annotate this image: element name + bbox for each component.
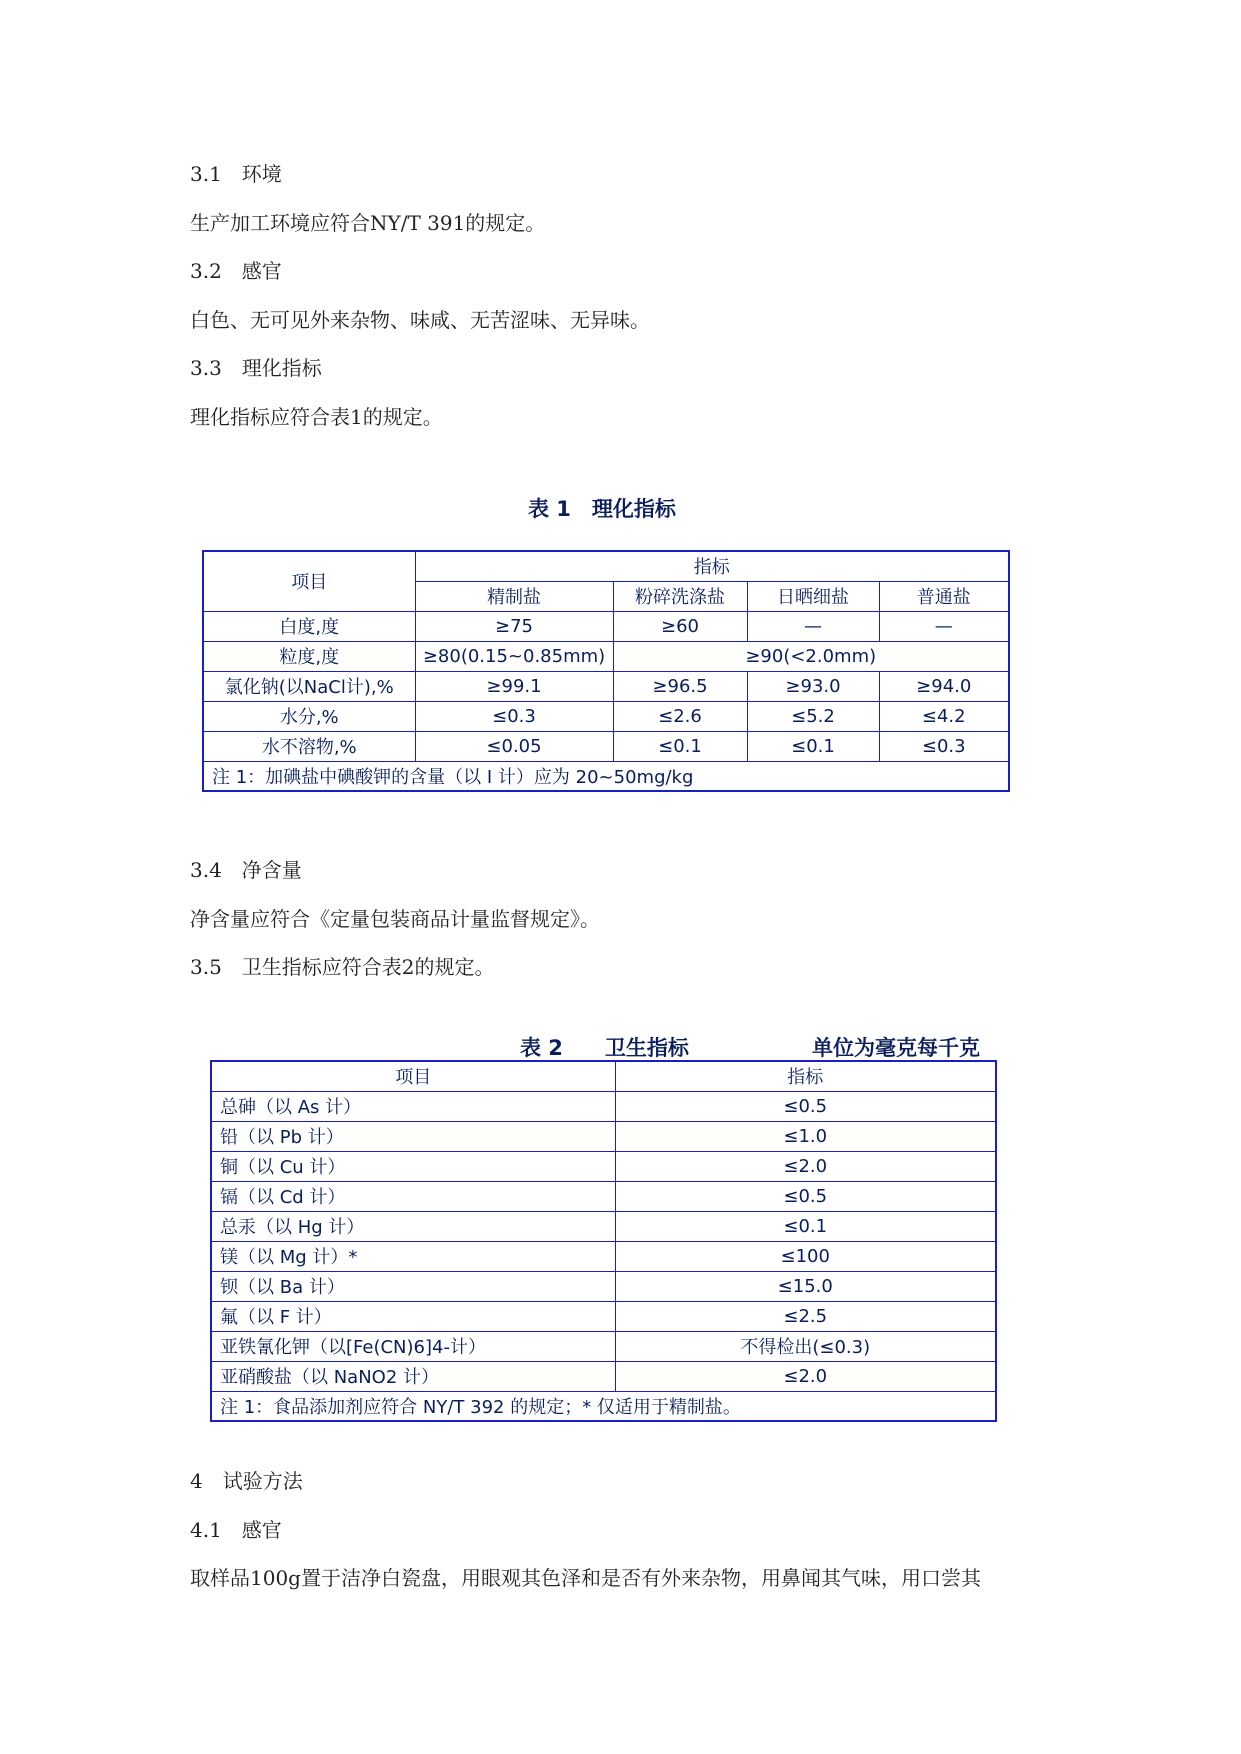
table2-cell: ≤15.0 xyxy=(615,1271,996,1301)
table1-col-header: 日晒细盐 xyxy=(747,581,879,611)
table-row xyxy=(211,1241,996,1271)
table1-col-header: 精制盐 xyxy=(415,581,613,611)
table1-row-item: 水不溶物,% xyxy=(203,731,415,761)
table2-row-item: 铜（以 Cu 计） xyxy=(211,1151,615,1181)
table2-cell: ≤2.5 xyxy=(615,1301,996,1331)
table1-row-item: 水分,% xyxy=(203,701,415,731)
table2-row-item: 镉（以 Cd 计） xyxy=(211,1181,615,1211)
table2-header-item: 项目 xyxy=(211,1061,615,1091)
table2-cell: ≤0.5 xyxy=(615,1091,996,1121)
table2-cell: ≤100 xyxy=(615,1241,996,1271)
table2-note-row xyxy=(211,1391,996,1421)
table1-note: 注 1：加碘盐中碘酸钾的含量（以 I 计）应为 20~50mg/kg xyxy=(203,761,1009,791)
table-row xyxy=(211,1271,996,1301)
table2-row-item: 总砷（以 As 计） xyxy=(211,1091,615,1121)
table1-header-item: 项目 xyxy=(203,551,415,611)
section-3-5-text: 3.5 卫生指标应符合表2的规定。 xyxy=(190,955,495,979)
section-3-3-text: 理化指标应符合表1的规定。 xyxy=(190,405,443,429)
table1-header-group: 指标 xyxy=(415,551,1009,581)
table1-row-item: 白度,度 xyxy=(203,611,415,641)
table1-cell: ≤0.05 xyxy=(415,731,613,761)
table-row xyxy=(203,701,1009,731)
table-row xyxy=(203,671,1009,701)
table-row xyxy=(203,641,1009,671)
table2-row-item: 亚铁氰化钾（以[Fe(CN)6]4-计） xyxy=(211,1331,615,1361)
table-row xyxy=(211,1211,996,1241)
table2-row-item: 总汞（以 Hg 计） xyxy=(211,1211,615,1241)
table1-cell: ≤0.3 xyxy=(879,731,1009,761)
table1-cell: ≤4.2 xyxy=(879,701,1009,731)
table-row xyxy=(203,611,1009,641)
table-row xyxy=(211,1331,996,1361)
table2-cell: ≤0.5 xyxy=(615,1181,996,1211)
table1-cell: ≤2.6 xyxy=(613,701,747,731)
table1-cell: ≤0.1 xyxy=(747,731,879,761)
table-row xyxy=(211,1091,996,1121)
table1-row-item: 粒度,度 xyxy=(203,641,415,671)
table1-cell: ≤0.3 xyxy=(415,701,613,731)
table2 xyxy=(210,1060,997,1422)
table1-cell: ≥75 xyxy=(415,611,613,641)
table1-cell: — xyxy=(879,611,1009,641)
table1-title: 表 1 理化指标 xyxy=(528,497,676,521)
table1-row-item: 氯化钠(以NaCl计),% xyxy=(203,671,415,701)
table1-cell: ≤0.1 xyxy=(613,731,747,761)
section-4-1-heading: 4.1 感官 xyxy=(190,1518,282,1542)
table2-row-item: 铅（以 Pb 计） xyxy=(211,1121,615,1151)
table2-row-item: 氟（以 F 计） xyxy=(211,1301,615,1331)
table2-cell: ≤1.0 xyxy=(615,1121,996,1151)
table-row xyxy=(211,1151,996,1181)
table1-cell: ≥90(<2.0mm) xyxy=(613,641,1009,671)
table2-title: 表 2 卫生指标 xyxy=(520,1036,689,1060)
table-row xyxy=(203,731,1009,761)
table1-cell: ≥94.0 xyxy=(879,671,1009,701)
table2-row-item: 镁（以 Mg 计）* xyxy=(211,1241,615,1271)
table-row xyxy=(211,1361,996,1391)
section-4-1-text: 取样品100g置于洁净白瓷盘，用眼观其色泽和是否有外来杂物，用鼻闻其气味，用口尝其 xyxy=(190,1566,981,1590)
table2-cell: ≤2.0 xyxy=(615,1151,996,1181)
section-3-1-heading: 3.1 环境 xyxy=(190,162,282,186)
table1-cell: ≤5.2 xyxy=(747,701,879,731)
table1-cell: ≥96.5 xyxy=(613,671,747,701)
section-3-2-text: 白色、无可见外来杂物、味咸、无苦涩味、无异味。 xyxy=(190,308,650,332)
table1-cell: ≥93.0 xyxy=(747,671,879,701)
table1-col-header: 粉碎洗涤盐 xyxy=(613,581,747,611)
table1 xyxy=(202,550,1010,792)
table1-cell: ≥80(0.15~0.85mm) xyxy=(415,641,613,671)
table2-cell: ≤2.0 xyxy=(615,1361,996,1391)
table2-note: 注 1：食品添加剂应符合 NY/T 392 的规定；* 仅适用于精制盐。 xyxy=(211,1391,996,1421)
table1-cell: ≥99.1 xyxy=(415,671,613,701)
section-3-4-heading: 3.4 净含量 xyxy=(190,858,302,882)
table2-row-item: 亚硝酸盐（以 NaNO2 计） xyxy=(211,1361,615,1391)
table1-note-row xyxy=(203,761,1009,791)
table2-unit: 单位为毫克每千克 xyxy=(812,1036,980,1060)
section-3-1-text: 生产加工环境应符合NY/T 391的规定。 xyxy=(190,211,546,235)
section-4-heading: 4 试验方法 xyxy=(190,1469,303,1493)
table1-col-header: 普通盐 xyxy=(879,581,1009,611)
section-3-4-text: 净含量应符合《定量包装商品计量监督规定》。 xyxy=(190,907,600,931)
section-3-2-heading: 3.2 感官 xyxy=(190,259,282,283)
table1-cell: — xyxy=(747,611,879,641)
table2-cell: ≤0.1 xyxy=(615,1211,996,1241)
table1-cell: ≥60 xyxy=(613,611,747,641)
table2-cell: 不得检出(≤0.3) xyxy=(615,1331,996,1361)
section-3-3-heading: 3.3 理化指标 xyxy=(190,356,322,380)
table-row xyxy=(211,1181,996,1211)
table2-header-value: 指标 xyxy=(615,1061,996,1091)
table-row xyxy=(211,1121,996,1151)
table2-row-item: 钡（以 Ba 计） xyxy=(211,1271,615,1301)
table-row xyxy=(211,1301,996,1331)
